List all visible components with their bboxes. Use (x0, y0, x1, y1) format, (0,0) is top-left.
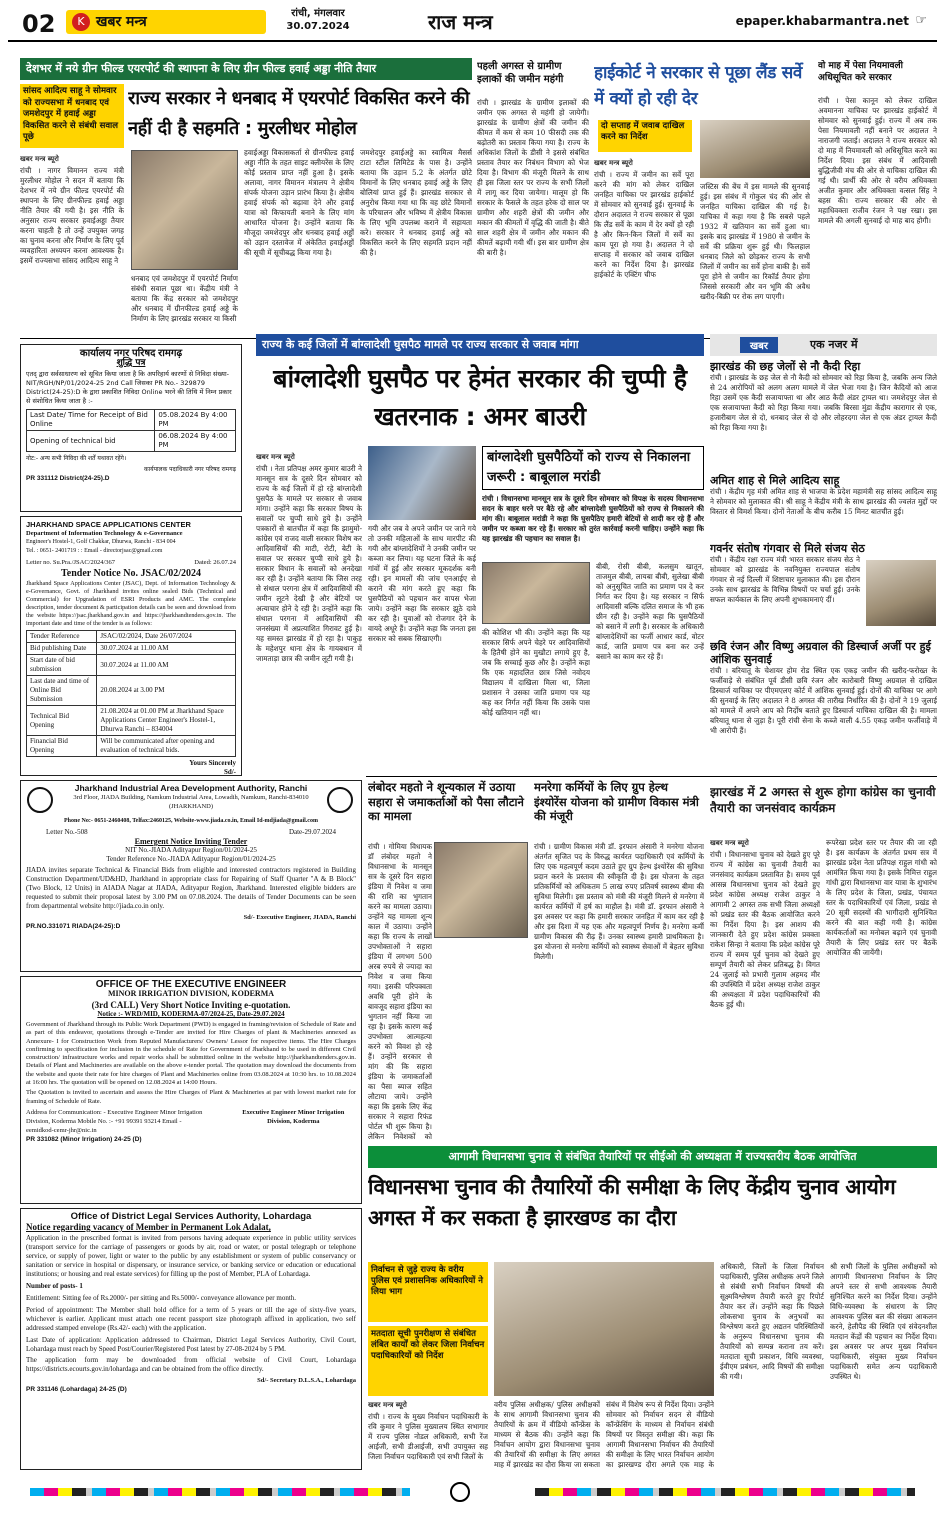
eci-col3: संबंध में विशेष रूप से निर्देश दिया। उन्होंने सोमवार को निर्वाचन सदन से वीडियो कॉन्फ्रेंसिंग के माध्यम से निर्वाचन संबंधी विषयों पर विस्तृत समीक्षा की। कहा कि आगामी विधानसभा निर्वाचन की तैयारियों की समीक्षा के लिए भारत निर्वाचन आयोग का झारखण्ड दौरा अगले एक माह के (606, 1400, 714, 1469)
registration-marks (30, 1480, 915, 1504)
glance-header (710, 334, 937, 356)
lambodar-photo (434, 842, 528, 938)
eci-col4: अधिकारी, जिलों के जिला निर्वाचन पदाधिकारी, पुलिस अधीक्षक अपने जिले से संबंधी सभी निर्वाचन विषयों की सूक्ष्मविश्लेषण तैयारी करते हुए रिपोर्ट तैयार कर लें। उन्होंने कहा कि पिछले लोकसभा चुनाव के अनुभवों का विश्लेषण करते हुए अद्यतन परिस्थितियों के अनुरूप विधानसभा चुनाव की तैयारियों को सम्पन्न कराना तय करें। मतदाता सूची प्रकाशन, विधि व्यवस्था, ईवीएम प्रबंधन, आदि विषयों की समीक्षा की गयी। (720, 1262, 824, 1381)
congress-headline: झारखंड में 2 अगस्त से शुरू होगा कांग्रेस का चुनावी तैयारी का जनसंवाद कार्यक्रम (710, 785, 936, 815)
eci-col5: श्री सभी जिलों के पुलिस अधीक्षकों को आगामी विधानसभा निर्वाचन के लिए अपने स्तर से सभी आवश्यक तैयारी सुनिश्चित करने का निर्देश दिया। उन्होंने विधि-व्यवस्था के संधारण के लिए आवश्यक पुलिस बल की संख्या आकलन करने, हेलीपैड की स्थिति एवं संवेदनशील मतदान केंद्रों की पहचान का निर्देश दिया। इस अवसर पर अपर मुख्य निर्वाचन पदाधिकारी, संयुक्त मुख्य निर्वाचन पदाधिकारी समेत अन्य पदाधिकारी उपस्थित थे। (830, 1262, 937, 1381)
hc-headline: हाईकोर्ट ने सरकार से पूछा लैंड सर्वे में क्यों हो रही देर (594, 63, 803, 109)
sahara-headline: लंबोदर महतो ने शून्यकाल में उठाया सहारा से जमाकर्ताओं को पैसा लौटाने का मामला (368, 780, 524, 823)
masthead (8, 4, 937, 42)
minister-photo (131, 150, 238, 270)
land-kicker: पहली अगस्त से ग्रामीण इलाकों की जमीन महंगी (477, 61, 564, 85)
airport-col3: हवाईअड्डा विकासकर्ता से ग्रीनफील्ड हवाई अड्डा नीति के तहत साइट क्लीयरेंस के लिए कोई प्रस्ताव प्राप्त नहीं हुआ है। इसके अलावा, नागर विमानन मंत्रालय ने क्षेत्रीय संपर्क योजना उड़ान प्रारंभ किया है। क्षेत्रीय हवाई संपर्क को बढ़ावा देने और हवाई यात्रा को किफायती बनाने के लिए मांग आधारित योजना है। उन्होंने बताया कि मौजूदा जमशेदपुर और धनबाद हवाई अड्डों को उड़ान दस्तावेज में अंकेतित हवाईअड्डों की सूची में सूचीबद्ध किया गया है। (244, 148, 354, 257)
hc-col1: खबर मन्त्र ब्यूरो रांची । राज्य में जमीन का सर्वे पूरा करने की मांग को लेकर दाखिल जनहित याचिका पर झारखंड हाईकोर्ट में सोमवार को सुनवाई हुई। सुनवाई के दौरान अदालत ने राज्य सरकार से पूछा कि लैंड सर्वे के काम में देर क्यों हो रही है और किन-किन जिलों में सर्वे का काम पूरा हो गया है। अदालत ने दो सप्ताह में सरकार को जवाब दाखिल करने का निर्देश दिया है। झारखंड हाईकोर्ट के एक्टिंग चीफ (594, 159, 694, 279)
bangla-col2: गयी और जब वे अपने जमीन पर जाने गये तो उनकी महिलाओं के साथ मारपीट की गयी और बांग्लादेशियों ने उनकी जमीन पर कब्जा कर लिया। यह घटना जिले के कई गांवों में हुई और सरकार मूकदर्शक बनी रही। इन मामलों की जांच एनआईए से कराने की मांग करते हुए कहा कि घुसपैठियों को पहचान कर वापस भेजा जाये। उन्होंने कहा कि सरकार झूठे दावे कर रही है। युवाओं को रोजगार देने के वायदे अधूरे हैं। उन्होंने कहा कि जनता इस सरकार को सबक सिखाएगी। (368, 524, 476, 643)
page-number: 02 (22, 10, 56, 38)
hc-subhead: दो सप्ताह में जवाब दाखिल करने का निर्देश (598, 120, 692, 152)
issue-date: 30.07.2024 (286, 21, 350, 32)
highcourt-photo (700, 120, 810, 178)
airport-headline: राज्य सरकार ने धनबाद में एयरपोर्ट विकसित करने की नहीं दी है सहमति : मुरलीधर मोहोल (128, 88, 470, 139)
eci-box2: मतदाता सूची पुनरीक्षण से संबंधित लंबित कार्यों को लेकर जिला निर्वाचन पदाधिकारियों को निर्देश (368, 1326, 488, 1396)
airport-strip: देशभर में नये ग्रीन फील्ड एयरपोर्ट की स्थापना के लिए ग्रीन फील्ड हवाई अड्डा नीति तैयार (20, 58, 472, 80)
glance-tab: खबर (740, 337, 778, 353)
eci-box1: निर्वाचन से जुड़े राज्य के वरीय पुलिस एवं प्रशासनिक अधिकारियों ने लिया भाग (368, 1262, 488, 1322)
ad-koderma: OFFICE OF THE EXECUTIVE ENGINEER MINOR IRRIGATION DIVISION, KODERMA (3rd CALL) Very Short Notice Inviting e-quotation. Notice :- WRD/MID, KODERMA-07/2024-25, Date-29.07.2024 Government of Jharkhand through its Public Work Department (PWD) is engaged in framing/revision of Schedule of Rate and as part of this endeavor, quotations through e-Tender are invited for Hire Charges of plant & Machineries annexed as Annexure- I for Construction Work from Reputed Manufacturers/ Owners/ Lessor for respective items. The Hire Charges confirming to specification for inclusion in the schedule of Rate for Government of Jharkhand to be used in different Civil construction/ infrastructure works and repair works shall be submitted online in the website http://jharkhandtenders.gov.in. Details of Plant and Machineries are available on the above e-tender portal. The quotation may download the documents from the website and quote their rate for hire charges of Plant and Machineries online from 03.08.2024 at 10:30 hrs. to 10.08.2024 at 16:00 hrs. The quotation will be opened on 12.08.2024 at 14:00 Hours. The Quotation is invited to ascertain and assess the Hire Charges of Plant & Machineries at par with lowest market rate for framing of Schedule of Rate. Address for Communication: - Executive Engineer Minor Irrigation Division, Koderma Mobile No. :- +91 99391 93214 Email - eemidkod-cemr-jhr@nic.in Executive Engineer Minor Irrigation Division, Koderma PR 331082 (Minor Irrigation) 24-25 (D) (20, 976, 362, 1204)
hc-col2: जस्टिस की बेंच में इस मामले की सुनवाई हुई। इस संबंध में गोकुल चंद की ओर से जनहित याचिका दाखिल की गई है। याचिका में कहा गया है कि सबसे पहले 1932 में खतियान का सर्वे हुआ था। इसके बाद झारखंड में 1980 से जमीन के सर्वे की प्रक्रिया शुरू हुई थी। फिलहाल धनबाद जिले को छोड़कर राज्य के सभी जिलों में जमीन का सर्वे होना बाकी है। सर्वे पूरा होने से जमीन का रिकॉर्ड तैयार होगा जिससे सरकारी और वन भूमि की अवैध खरीद-बिक्री पर रोक लग पाएगी। (700, 182, 810, 301)
sahara-body: रांची । गोमिया विधायक डॉ लंबोदर महतो ने विधानसभा के मानसून सत्र के दूसरे दिन सहारा इंडिया में निवेश व जमा की राशि का भुगतान करने का मामला उठाया। उन्होंने यह मामला शून्य काल में उठाया। उन्होंने कहा कि राज्य के लाखों उपभोक्ताओं ने सहारा इंडिया में लगभग 500 अरब रुपये से ज्यादा का निवेश व जमा किया गया। इसकी परिपक्वता अवधि पूरी होने के बावजूद सहारा इंडिया का भुगतान नहीं किया जा रहा है। इसके कारण कई उपभोक्ता आत्महत्या करने को विवश हो रहे हैं। उन्होंने सरकार से मांग की कि सहारा इंडिया के जमाकर्ताओं का पैसा ब्याज सहित लौटाया जाये। उन्होंने कहा कि इसके लिए केंद्र सरकार ने सहारा रिफंड पोर्टल भी शुरू किया है। लेकिन निवेशकों को (368, 842, 432, 1141)
glance-item-1: झारखंड की छह जेलों से नौ कैदी रिहा रांची । झारखंड के छह जेल से नौ कैदी को सोमवार को रिहा किया है, जबकि अन्य जिले से 24 आरोपियों को अलग अलग मामले में जेल भेजा गया है। जिन कैदियों को आज रिहा उसमें एक कैदी सजायाफ्ता था और आठ कैदी अंडर ट्रायल था। जमशेदपुर जेल से एक सजायाफ्ता कैदी को रिहा किया गया। जबकि बिरसा मुंडा केंद्रीय कारागार से एक, हजारीबाग जेल से दो, धनबाद जेल से दो और लोहरदगा जेल से एक अंडर ट्रायल कैदी को रिहा किया गया है। (710, 360, 937, 432)
ad-nagar-parishad: कार्यालय नगर परिषद रामगढ़ शुद्धि पत्र एतद् द्वारा सर्वसाधारण को सूचित किया जाता है कि अपरिहार्य कारणों से निविदा संख्या-NIT/RGH/NP/01/2024-25 2nd Call जिसका PR No.- 329879 District(24-25):D के द्वारा प्रकाशित निविदा Online भरने की तिथि में निम्न प्रकार से संशोधित किया जाता है :- Last Date/ Time for Receipt of Bid Online 05.08.2024 By 4:00 PM Opening of technical bid 06.08.2024 By 4:00 PM नोट:- अन्य सभी निविदा की शर्तें यथावत रहेंगे। कार्यपालक पदाधिकारी नगर परिषद रामगढ़ PR 331112 District(24-25).D (20, 344, 242, 512)
pesa-kicker: वो माह में पेसा नियमावली अधिसूचित करे सरकार (818, 61, 903, 83)
bangla-photo (368, 446, 476, 520)
brand-logo-icon: K (72, 13, 90, 31)
ad-jiada: Jharkhand Industrial Area Development Authority, Ranchi 3rd Floor, JIADA Building, Namkum Industrial Area, Lowadih, Namkum, Ranchi-834010 (JHARKHAND) Phone No:- 0651-2460408, Telfax:2460125, Website-www.jiada.co.in, Email Id-mdjiada@gmail.com Letter No.-508 Date-29.07.2024 Emergent Notice Inviting Tender NIT No.-JIADA Adityapur Region/01/2024-25 Tender Reference No.-JIADA Adityapur Region/01/2024-25 JIADA invites separate Technical & Financial Bids from eligible and interested contractors registered in Building Construction Department/UD&HD, Jharkhand in appropriate class for Repairing of Staff Quarter "A & B Block" (Two Block, 12 Units) in AIADA Nagar at JIADA, Adityapur Region, Jharkhand. Interested eligible bidders are requested to submit their proposal latest by 3.00 PM on 07.08.2024. The details of Tender Documents can be seen from departmental website http://jiada.co.in only. Sd/- Executive Engineer, JIADA, Ranchi PR.NO.331071 RIADA(24-25):D (20, 780, 362, 972)
mgnrega-headline: मनरेगा कर्मियों के लिए ग्रुप हेल्थ इंश्योरेंस योजना को ग्रामीण विकास मंत्री की मंजूरी (534, 780, 699, 823)
glance-title: एक नजर में (810, 338, 858, 351)
ad-lohardaga: Office of District Legal Services Authority, Lohardaga Notice regarding vacancy of Member in Permanent Lok Adalat, Application in the prescribed format is invited from persons having adequate experience in public utility services (transport service for the carriage of passengers or goods by air, road or water, or postal telegraph or telephone service, or supply of power, light or water to the public by any establishment or system of public conservancy or sanitation or service in hospital or dispensary, or insurance service, or banking service or education or educational institutions; or housing and real estate services) for filling up the post of Member, PLA of Lohardaga. Number of posts- 1 Entitlement: Sitting fee of Rs.2000/- per sitting and Rs.5000/- conveyance allowance per month. Period of appointment: The Member shall hold office for a term of 5 years or till the age of sixty-five years, whichever is earlier. Applicant must attach one recent passport size photograph affixed in application, two self addressed stamped envelope (Rs.42/- each) with the application. Last Date of application: Application addressed to Chairman, District Legal Services Authority, Civil Court, Lohardaga must reach by Speed Post/Courier/Registered Post latest by 27-08-2024 by 5 PM. The application form may be downloaded from official website of Civil Court, Lohardaga https://districts.ecourts.gov.in/lohardaga and can be obtained from the office directly. Sd/- Secretary D.L.S.A., Lohardaga PR 331146 (Lohardaga) 24-25 (D) (20, 1208, 362, 1470)
congress-col2: रूपरेखा प्रदेश स्तर पर तैयार की जा रही है। इस कार्यक्रम के अंतर्गत प्रथम सत्र में झारखंड प्रदेश नेता प्रतिपक्ष राहुल गांधी को आमंत्रित किया गया है। इसके निमित्त राहुल गांधी द्वारा विधानसभा वार यात्रा के शुभारंभ के लिए प्रदेश के जिला, प्रखंड, पंचायत स्तर के पदाधिकारियों एवं जिला, प्रखंड से 20 सूत्री सदस्यों की भागीदारी सुनिश्चित करने की बात कही गयी है। कांग्रेस कार्यकर्ताओं का मनोबल बढ़ाने एवं चुनावी तैयारी के लिए प्रखंड स्तर पर बैठकें आयोजित की जायेंगी। (826, 838, 937, 957)
glance-item-2: अमित शाह से मिले आदित्य साहू रांची । केंद्रीय गृह मंत्री अमित शाह से भाजपा के प्रदेश महामंत्री सह सांसद आदित्य साहू ने सोमवार को मुलाकात की। श्री साहू ने केंद्रीय मंत्री के साथ झारखंड की ज्वलंत मुद्दों पर विस्तार से विमर्श किया। दोनों नेताओं के बीच करीब 15 मिनट बातचीत हुई। (710, 474, 937, 516)
land-body: रांची । झारखंड के ग्रामीण इलाकों की जमीन एक अगस्त से महंगी हो जायेगी। झारखंड के ग्रामीण क्षेत्रों की जमीन की कीमत में कम से कम 10 फीसदी तक की बढ़ोतरी का प्रस्ताव किया गया है। राज्य के अधिकांश जिलों के डीसी ने इससे संबंधित प्रस्ताव तैयार कर निबंधन विभाग को भेज दिया है। विभाग की मंजूरी मिलने के साथ ही इस जिला स्तर पर राज्य के सभी जिलों में लागू कर दिया जायेगा। मालूम हो कि सरकार के फैसले के तहत हरेक दो साल पर ग्रामीण और शहरी क्षेत्रों की जमीन और मकान की कीमतों में वृद्धि की जाती है। बीते साल शहरी क्षेत्र में जमीन और मकान की कीमतें बढ़ायी गयी थीं। इस बार ग्रामीण क्षेत्र की बारी है। (477, 98, 589, 257)
bangla-strip: राज्य के कई जिलों में बांग्लादेशी घुसपैठ मामले पर राज्य सरकार से जवाब मांगा (256, 334, 704, 356)
babulal-headline: बांग्लादेशी घुसपैठियों को राज्य से निकालना जरूरी : बाबूलाल मरांडी (482, 446, 704, 490)
airport-col2: धनबाद एवं जमशेदपुर में एयरपोर्ट निर्माण संबंधी सवाल पूछा था। केंद्रीय मंत्री ने बताया कि केंद्र सरकार को जमशेदपुर और धनबाद में ग्रीनफील्ड हवाई अड्डे के निर्माण के लिए झारखंड सरकार या किसी (131, 274, 238, 323)
jsac-schedule-table: Tender Reference JSAC/02/2024, Date 26/07/2024 Bid publishing Date 30.07.2024 at 11.00 AM Start date of bid submission 30.07.2024 at 11.00 AM Last date and time of Online Bid Submission 20.08.2024 at 3.00 PM Technical Bid Opening 21.08.2024 at 01.00 PM at Jharkhand Space Applications Center Engineer's Hostel-1, Dhurwa Ranchi – 834004 Financial Bid Opening Will be communicated after opening and evaluation of technical bids. (26, 630, 236, 757)
babulal-lead: रांची । विधानसभा मानसून सत्र के दूसरे दिन सोमवार को विपक्ष के सदस्य विधानसभा सदन के बाहर धरने पर बैठे रहे और बांग्लादेशी घुसपैठियों को राज्य से निकालने की मांग की। बाबूलाल मरांडी ने कहा कि घुसपैठिए हमारी बेटियों से शादी कर रहे हैं और जमीन पर कब्जा कर रहे हैं। सरकार को तुरंत कार्रवाई करनी चाहिए। उन्होंने कहा कि यह झारखंड की पहचान का सवाल है। (482, 494, 704, 543)
airport-col4: जमशेदपुर हवाईअड्डे का स्वामित्व मैसर्स टाटा स्टील लिमिटेड के पास है। उन्होंने बताया कि उड़ान 5.2 के अंतर्गत छोटे विमानों के लिए धनबाद हवाई अड्डे के लिए बोलियां प्राप्त हुई हैं। झारखंड सरकार से अनुरोध किया गया था कि वह छोटे विमानों के परिचालन और भविष्य में क्षेत्रीय विकास के लिए भूमि उपलब्ध कराने में सहायता करे। सरकार ने धनबाद हवाई अड्डे को विकसित करने के लिए सहमति प्रदान नहीं की है। (360, 148, 472, 257)
congress-col1: खबर मन्त्र ब्यूरो रांची । विधानसभा चुनाव को देखते हुए पूरे राज्य में कांग्रेस का चुनावी तैयारी का जनसंवाद कार्यक्रम प्रस्तावित है। समय पूर्व आसन्न विधानसभा चुनाव को देखते हुए प्रदेश कांग्रेस अध्यक्ष राजेश ठाकुर ने आगामी 2 अगस्त तक सभी जिला अध्यक्षों को प्रखंड स्तर की बैठक आयोजित करने का निर्देश दिया है। इस आशय की जानकारी देते हुए प्रदेश कांग्रेस प्रवक्ता राकेश सिन्हा ने बताया कि प्रदेश कांग्रेस पूरे राज्य में समय पूर्व चुनाव को देखते हुए सम्पूर्ण तैयारी को लेकर प्रतिबद्ध है। विगत 24 जुलाई को प्रभारी गुलाम अहमद मीर की उपस्थिति में प्रदेश अध्यक्ष राजेश ठाकुर की अध्यक्षता में प्रदेश पदाधिकारियों की बैठक हुई थी। (710, 839, 820, 1009)
section-name: राज मन्त्र (428, 10, 493, 34)
glance-item-4: छवि रंजन और विष्णु अग्रवाल की डिस्चार्ज अर्जी पर हुई आंशिक सुनवाई रांची । बरियातू के चेशायर होम रोड स्थित एक एकड़ जमीन की खरीद-फरोख्त के फर्जीवाड़े से संबंधित पूर्व डीसी छवि रंजन और कारोबारी विष्णु अग्रवाल से दाखिल डिस्चार्ज याचिका पर पीएमएलए कोर्ट में आंशिक सुनवाई हुई। दोनों की याचिका पर आगे की सुनवाई के लिए अदालत ने 8 अगस्त की तारीख निर्धारित की है। दोनों ने 19 जुलाई को मामले में अपने आप को निर्दोष बताते हुए डिस्चार्ज याचिका दाखिल की है। मामला बरियातू थाना से जुड़ा है। पूरी रांची सेना के कब्जे वाली 4.55 एकड़ जमीन फर्जीवाड़े में भी आरोपी हैं। (710, 640, 937, 735)
brand-name: खबर मन्त्र (96, 14, 147, 30)
ad-jsac: JHARKHAND SPACE APPLICATIONS CENTER Department of Information Technology & e-Governance Engineer's Hostel-1, Golf Chakkar, Dhurwa, Ranchi - 834 004 Tel. : 0651- 2401719 : : Email - directorjsac@gmail.com Letter no. Su.Pra./JSAC/2024/367 Dated: 26.07.24 Tender Notice No. JSAC/02/2024 Jharkhand Space Applications Center (JSAC), Dept. of Information Technology & e-Governance, Govt. of Jharkhand invites online sealed Bids (Technical and Commercial) for Upgradation of ESRI Products and AMC. The complete description, tender document & participation details can be seen and download from the website https://jsac.jharkhand.gov.in and https://jharkhandtenders.gov.in. The important date and time of the tender is as follows: Tender Reference JSAC/02/2024, Date 26/07/2024 Bid publishing Date 30.07.2024 at 11.00 AM Start date of bid submission 30.07.2024 at 11.00 AM Last date and time of Online Bid Submission 20.08.2024 at 3.00 PM Technical Bid Opening 21.08.2024 at 01.00 PM at Jharkhand Space Applications Center Engineer's Hostel-1, Dhurwa Ranchi – 834004 Financial Bid Opening Will be communicated after opening and evaluation of technical bids. Yours Sincerely Sd/- (20, 516, 242, 776)
glance-item-3: गवर्नर संतोष गंगवार से मिले संजय सेठ रांची । केंद्रीय रक्षा राज्य मंत्री भारत सरकार संजय सेठ ने सोमवार को झारखंड के नवनियुक्त राज्यपाल संतोष गंगवार से नई दिल्ली में शिष्टाचार मुलाकात की। इस दौरान उनके साथ झारखंड के विभिन्न विषयों पर चर्चा हुई। उनके सफल कार्यकाल के लिए अपनी शुभकामनाएं दीं। (710, 542, 865, 604)
airport-col1: खबर मन्त्र ब्यूरो रांची । नागर विमानन राज्य मंत्री मुरलीधर मोहोल ने सदन में बताया कि देशभर में नये ग्रीन फील्ड एयरपोर्ट की स्थापना के लिए ग्रीनफील्ड हवाई अड्डा नीति तैयार की गयी है। इस नीति के अनुसार राज्य सरकार हवाईअड्डा तैयार करना चाहती है तो उन्हें उपयुक्त जगह का चुनाव करना और निर्माण के लिए पूर्व व्यवहारिता अध्ययन करना आवश्यक है। इसमें राज्यसभा सांसद आदित्य साहू ने (20, 155, 124, 265)
babulal-photo (482, 562, 590, 624)
cursor-icon: ☞ (915, 13, 927, 28)
pesa-body: रांची । पेसा कानून को लेकर दाखिल अवमानना याचिका पर झारखंड हाईकोर्ट में सोमवार को सुनवाई हुई। राज्य में अब तक पेसा नियमावली नहीं बनाने पर अदालत ने नाराजगी जताई। अदालत ने राज्य सरकार को दो माह में नियमावली को अधिसूचित करने का निर्देश दिया। इस संबंध में आदिवासी बुद्धिजीवी मंच की ओर से याचिका दाखिल की गई थी। प्रार्थी की ओर से वरीय अधिवक्ता अजीत कुमार और अधिवक्ता वत्सल सिंह ने बहस की। राज्य सरकार की ओर से महाधिवक्ता राजीव रंजन ने पक्ष रखा। इस मामले की अगली सुनवाई दो माह बाद होगी। (818, 96, 937, 225)
bangla-col1: खबर मन्त्र ब्यूरो रांची । नेता प्रतिपक्ष अमर कुमार बाउरी ने मानसून सत्र के दूसरे दिन सोमवार को राज्य के कई जिलों में हो रहे बांग्लादेशी घुसपैठ के मामले पर सरकार से जवाब मांगा। उन्होंने कहा कि सरकार विषय के सवालों पर चुप्पी साधे हुये है। उन्होंने पत्रकारों से बातचीत में कहा कि झामुमो-कांग्रेस एवं राजद वाली सरकार विशेष कर आदिवासियों की माटी, रोटी, बेटी के सवाल पर सरकार चुप्पी साधे हुये है। सरकार विधान के सवालों को अनदेखा कर रही है। उन्होंने बताया कि जिस तरह से संथाल परगना क्षेत्र में आदिवासियों की जमीन लूटने देखी है और बेटियों पर अत्याचार होने दे रही है। उन्होंने कहा कि संथाल परगना में आदिवासियों की जनसंख्या में अप्रत्याशित गिरावट हुई है। यह समस्त झारखंड में हो रहा है। पाकुड़ के महेशपुर थाना क्षेत्र के गायबथान में जामताड़ा छात्र की जमीन लूटी गयी है। (256, 453, 362, 663)
city-day: रांची, मंगलवार (291, 8, 345, 19)
eci-strip: आगामी विधानसभा चुनाव से संबंधित तैयारियों पर सीईओ की अध्यक्षता में राज्यस्तरीय बैठक आयोजित (368, 1146, 937, 1168)
eci-col1: खबर मन्त्र ब्यूरो रांची । राज्य के मुख्य निर्वाचन पदाधिकारी के रवि कुमार ने पुलिस मुख्यालय स्थित सभागार में राज्य पुलिस नोडल अधिकारी, सभी रेंज आईजी, सभी डीआईजी, सभी उपायुक्त सह जिला निर्वाचन पदाधिकारी एवं सभी जिलों के (368, 1401, 488, 1461)
bangla-headline: बांग्लादेशी घुसपैठ पर हेमंत सरकार की चुप्पी है खतरनाक : अमर बाउरी (273, 364, 687, 431)
jiada-emblem-icon (327, 787, 353, 813)
eci-headline: विधानसभा चुनाव की तैयारियों की समीक्षा के लिए केंद्रीय चुनाव आयोग अगस्त में कर सकता है झारखण्ड का दौरा (368, 1175, 896, 1230)
dateline (258, 7, 378, 33)
registration-crosshair-icon (450, 1482, 470, 1502)
governor-photo (866, 560, 936, 626)
epaper-link[interactable]: epaper.khabarmantra.net (735, 14, 909, 28)
babulal-col1: की कोशिश भी की। उन्होंने कहा कि यह सरकार सिर्फ अपने चेहरे पर आदिवासियों के हितैषी होने का मुखौटा लगाये हुए है, जब कि सच्चाई कुछ और है। उन्होंने कहा कि एक महादलित छात्र जिसे नवोदय विद्यालय में दाखिला मिला था, जिला प्रशासन ने उसका जाति प्रमाण पत्र यह कह कर निर्गत नहीं किया कि उसके पास कोई खतियान नहीं था। (482, 628, 590, 717)
jiada-logo-icon (27, 787, 53, 813)
brand-badge (66, 10, 266, 34)
sahara-body-cont (434, 942, 528, 1142)
eci-meeting-photo (494, 1262, 714, 1396)
babulal-col2: बीबी, रोसी बीबी, कलसुम खातून, ताजमुल बीबी, लायबा बीबी, सुलेखा बीबी को अनुसूचित जाति का प्रमाण पत्र दे कर निर्गत कर दिया है। यह सरकार न सिर्फ आदिवासी बल्कि दलित समाज के भी हक छीन रही है। उन्होंने कहा कि घुसपैठियों को बसाने में लगी है। सरकार के अधिकारी बांग्लादेशियों का फर्जी आधार कार्ड, वोटर कार्ड, जाति प्रमाण पत्र बना कर उन्हें बसाने का काम कर रहे हैं। (596, 562, 704, 661)
mgnrega-body: रांची । ग्रामीण विकास मंत्री डॉ. इरफान अंसारी ने मनरेगा योजना अंतर्गत सृजित पद के विरुद्ध कार्यरत पदाधिकारी एवं कर्मियों के लिए एक महत्वपूर्ण कदम उठाते हुए ग्रुप हेल्थ इंश्योरेंस की सुविधा प्रदान करने के प्रस्ताव की स्वीकृति दी है। इस योजना के तहत प्रतिकर्मियों को अधिकतम 5 लाख रुपए प्रतिवर्ष स्वास्थ्य बीमा की सुविधा मिलेगी। इस प्रस्ताव को मंत्री की मंजूरी मिलने से मनरेगा में कार्यरत कर्मियों में हर्ष का माहौल है। मंत्री डॉ. इरफान अंसारी ने इस अवसर पर कहा कि हमारी सरकार जनहित में काम कर रही है और इस दिशा में यह एक और महत्वपूर्ण निर्णय है। मनरेगा कर्मी ग्रामीण विकास की रीढ़ हैं। उनका स्वास्थ्य हमारी प्राथमिकता है। इस योजना से मनरेगा कर्मियों को स्वास्थ्य सेवाओं में बेहतर सुविधा मिलेगी। (534, 842, 704, 961)
eci-col2: वरीय पुलिस अधीक्षक/ पुलिस अधीक्षकों के साथ आगामी विधानसभा चुनाव की तैयारियों के क्रम में वीडियो कॉन्फ्रेंस के माध्यम से बैठक की। उन्होंने कहा कि निर्वाचन आयोग द्वारा विधानसभा चुनाव की तैयारियों की समीक्षा के लिए अगस्त माह में झारखंड का दौरा किया जा सकता (494, 1400, 600, 1469)
airport-kicker: सांसद आदित्य साहू ने सोमवार को राज्यसभा में धनबाद एवं जमशेदपुर में हवाई अड्डा विकसित करने से संबंधी सवाल पूछे (20, 84, 124, 148)
